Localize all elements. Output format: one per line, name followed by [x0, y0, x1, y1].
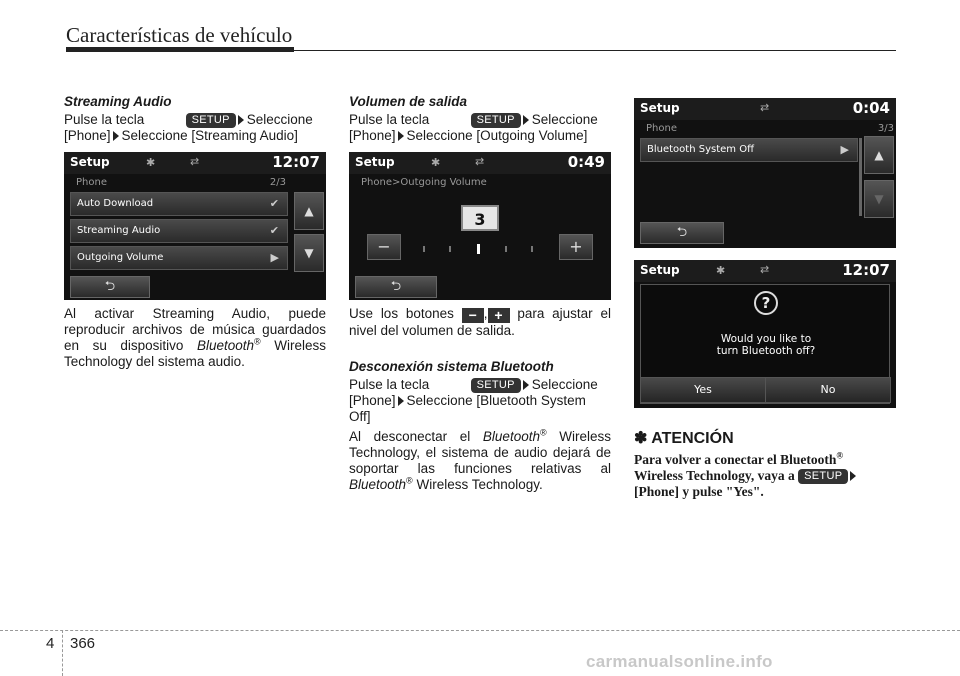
- screen-clock: 0:04: [852, 99, 890, 117]
- list-item-streaming-audio[interactable]: Streaming Audio ✔: [70, 219, 288, 243]
- scroll-up-button[interactable]: ▲: [294, 192, 324, 230]
- arrow-right-icon: [523, 115, 529, 125]
- screen-clock: 0:49: [567, 153, 605, 171]
- list-item-outgoing-volume[interactable]: Outgoing Volume ▶: [70, 246, 288, 270]
- section-title-streaming-audio: Streaming Audio: [64, 94, 172, 109]
- dialog-yes-button[interactable]: Yes: [640, 377, 766, 403]
- arrow-right-icon: ▶: [840, 143, 849, 156]
- arrow-right-icon: [398, 131, 404, 141]
- back-button[interactable]: ⮌: [70, 276, 150, 298]
- header-rule: [294, 50, 896, 51]
- question-icon: ?: [754, 291, 778, 315]
- setup-key-badge: SETUP: [471, 378, 521, 393]
- instruction-streaming-audio: Pulse la tecla SETUP Seleccione [Phone] Seleccione [Streaming Audio]: [64, 112, 313, 143]
- usb-icon: ⇄: [760, 263, 770, 276]
- volume-scale: [417, 244, 543, 254]
- check-icon: ✔: [269, 197, 279, 210]
- list-item-bluetooth-system-off[interactable]: Bluetooth System Off ▶: [640, 138, 858, 162]
- footer-divider: [62, 630, 63, 676]
- arrow-right-icon: [523, 380, 529, 390]
- screen-bluetooth-off-dialog: [634, 260, 896, 408]
- screen-page-indicator: 2/3: [269, 177, 286, 188]
- arrow-right-icon: [238, 115, 244, 125]
- attention-text: Para volver a conectar el Bluetooth® Wireless Technology, vaya a SETUP [Phone] y pulse "Yes".: [634, 452, 896, 500]
- volume-buttons-description: Use los botones − , + para ajustar el nivel del volumen de salida.: [349, 306, 611, 338]
- watermark: carmanualsonline.info: [586, 652, 773, 671]
- scroll-up-button[interactable]: ▲: [864, 136, 894, 174]
- usb-icon: ⇄: [475, 155, 485, 168]
- setup-key-badge: SETUP: [186, 113, 236, 128]
- arrow-right-icon: ▶: [270, 251, 279, 264]
- screen-title: Setup: [355, 155, 395, 169]
- instruction-bluetooth-disconnect: Pulse la tecla SETUP Seleccione [Phone] Seleccione [Bluetooth System Off]: [349, 377, 598, 424]
- page-number: 366: [70, 635, 96, 652]
- arrow-right-icon: [850, 471, 856, 481]
- check-icon: ✔: [269, 224, 279, 237]
- screen-title: Setup: [640, 263, 680, 277]
- dialog-frame: [640, 284, 890, 404]
- bluetooth-icon: ✱: [431, 156, 441, 169]
- plus-button-icon: +: [488, 308, 510, 323]
- screen-outgoing-volume: [349, 152, 611, 300]
- setup-key-badge: SETUP: [471, 113, 521, 128]
- section-title-output-volume: Volumen de salida: [349, 94, 468, 109]
- bluetooth-icon: ✱: [146, 156, 156, 169]
- footer-rule: [0, 630, 960, 631]
- volume-value-display: 3: [461, 205, 499, 231]
- dialog-question: Would you like to turn Bluetooth off?: [716, 333, 816, 357]
- screen-subtitle: Phone: [646, 123, 677, 134]
- column-output-volume: [349, 94, 611, 148]
- screen-subtitle: Phone>Outgoing Volume: [361, 177, 487, 188]
- screen-title: Setup: [70, 155, 110, 169]
- streaming-audio-description: Al activar Streaming Audio, puede reproducir archivos de música guardados en su dispositivo Bluetooth® Wireless Technology del sistema audio.: [64, 306, 326, 369]
- bluetooth-icon: ✱: [716, 264, 726, 277]
- volume-up-button[interactable]: +: [559, 234, 593, 260]
- arrow-right-icon: [398, 396, 404, 406]
- page-header-title: Características de vehículo: [66, 23, 293, 47]
- chapter-number: 4: [46, 635, 55, 652]
- back-button[interactable]: ⮌: [355, 276, 437, 298]
- section-title-bluetooth-disconnect: Desconexión sistema Bluetooth: [349, 359, 554, 374]
- dialog-no-button[interactable]: No: [765, 377, 891, 403]
- volume-down-button[interactable]: −: [367, 234, 401, 260]
- header-accent-bar: [66, 47, 294, 52]
- column-bluetooth-disconnect: [349, 306, 611, 497]
- usb-icon: ⇄: [760, 101, 770, 114]
- scroll-down-button[interactable]: ▼: [294, 234, 324, 272]
- setup-key-badge: SETUP: [798, 469, 848, 484]
- back-button[interactable]: ⮌: [640, 222, 724, 244]
- screen-subtitle: Phone: [76, 177, 107, 188]
- scroll-down-button[interactable]: ▼: [864, 180, 894, 218]
- screen-page-indicator: 3/3: [877, 123, 894, 134]
- attention-title: ✽ ATENCIÓN: [634, 430, 734, 447]
- column-streaming-audio: [64, 94, 326, 148]
- instruction-output-volume: Pulse la tecla SETUP Seleccione [Phone] Seleccione [Outgoing Volume]: [349, 112, 598, 143]
- screen-clock: 12:07: [842, 261, 890, 279]
- arrow-right-icon: [113, 131, 119, 141]
- bluetooth-disconnect-description: Al desconectar el Bluetooth® Wireless Technology, el sistema de audio dejará de soportar las funciones relativas al Bluetooth® Wireless Technology.: [349, 427, 611, 492]
- screen-clock: 12:07: [272, 153, 320, 171]
- usb-icon: ⇄: [190, 155, 200, 168]
- scrollbar[interactable]: [859, 138, 862, 216]
- screen-title: Setup: [640, 101, 680, 115]
- screen-bluetooth-system-off: [634, 98, 896, 248]
- screen-setup-phone-streaming: [64, 152, 326, 300]
- minus-button-icon: −: [462, 308, 484, 323]
- list-item-auto-download[interactable]: Auto Download ✔: [70, 192, 288, 216]
